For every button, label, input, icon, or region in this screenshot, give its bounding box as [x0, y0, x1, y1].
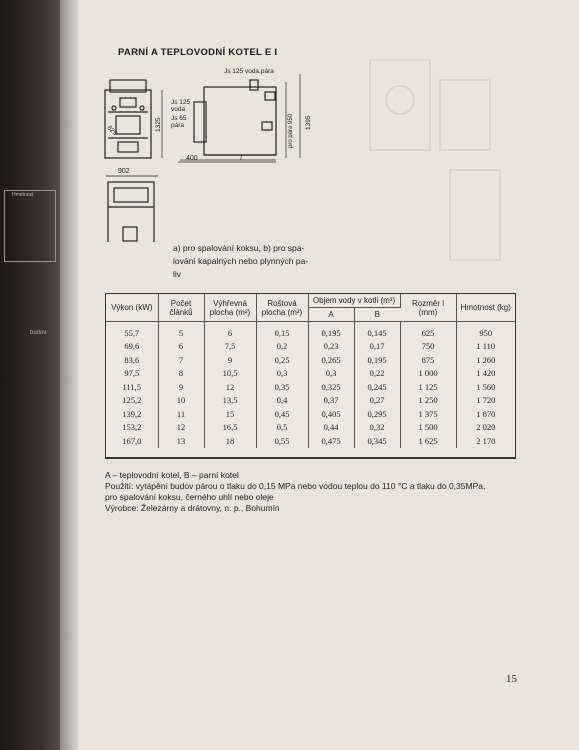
cell: 1 625 [400, 434, 456, 448]
top-view [105, 176, 158, 242]
cell: 1 000 [400, 367, 456, 381]
cell: 0,3 [256, 367, 308, 381]
cell: 0,15 [256, 322, 308, 340]
cell: 0,35 [256, 380, 308, 394]
cell: 2 170 [476, 435, 496, 446]
label-js65-para-b: pára [171, 122, 185, 129]
cell: 0,2 [256, 340, 308, 354]
dim-1325: 1325 [155, 117, 162, 132]
header-vyhrevna-plocha: Výhřevná plocha (m²) [204, 294, 256, 322]
previous-page-label: Hmotnost [12, 192, 34, 198]
cell: 1 720 [476, 395, 496, 406]
cell: 69,6 [106, 340, 158, 354]
label-js125-voda-a: Js 125 [171, 99, 191, 106]
dim-l: l [240, 154, 242, 162]
cell: 0,405 [308, 407, 354, 421]
previous-page-table-fragment [4, 190, 56, 262]
cell: 97,5 [106, 367, 158, 381]
cell: 1 125 [400, 380, 456, 394]
cell: 9 [158, 380, 204, 394]
cell: 10,5 [204, 367, 256, 381]
table-row [106, 407, 515, 421]
previous-page-edge [0, 140, 60, 340]
label-js65-para-a: Js 65 [171, 115, 187, 122]
cell: 12 [204, 380, 256, 394]
cell: 0,32 [354, 421, 400, 435]
cell: 1 260 [476, 354, 496, 365]
table-row [106, 340, 515, 354]
cell: 1 250 [400, 394, 456, 408]
drawing-caption [173, 242, 323, 281]
dim-902: 902 [118, 168, 130, 175]
cell: 0,325 [308, 380, 354, 394]
cell: 11 [158, 407, 204, 421]
note-pouziti: Použití: vytápění budov párou o tlaku do 0,15 MPa nebo vodou teplou do 110 °C a tlaku do 0,35MPa, [105, 481, 486, 491]
caption-line-1: a) pro spalování koksu, b) pro spa- [173, 243, 305, 253]
cell: 0,44 [308, 421, 354, 435]
note-pouziti-cont: pro spalování koksu, černého uhlí nebo oleje [105, 492, 274, 502]
page-number: 15 [506, 673, 517, 685]
table-row [106, 394, 515, 408]
bleed-through-drawing [340, 40, 510, 270]
dim-400: 400 [186, 155, 198, 162]
cell: 125,2 [106, 394, 158, 408]
cell: 7 [158, 353, 204, 367]
cell: 0,25 [256, 353, 308, 367]
cell: 5 [158, 322, 204, 340]
boiler-technical-drawing [100, 62, 330, 242]
cell: 625 [400, 322, 456, 340]
header-objem-vody: Objem vody v kotli (m³) [308, 294, 400, 308]
cell: 0,475 [308, 434, 354, 448]
table-row [106, 322, 515, 340]
cell: 8 [158, 367, 204, 381]
side-view [180, 80, 276, 160]
dim-950: pro pára 950 [288, 113, 294, 148]
cell: 9 [204, 353, 256, 367]
cell: 13 [158, 434, 204, 448]
table-row [106, 380, 515, 394]
cell: 18 [204, 434, 256, 448]
page-title: PARNÍ A TEPLOVODNÍ KOTEL E I [118, 47, 278, 58]
header-pocet-clanku: Počet článků [158, 294, 204, 322]
cell: 0,45 [256, 407, 308, 421]
header-vykon: Výkon (kW) [106, 294, 158, 322]
cell: 15 [204, 407, 256, 421]
cell: 1 870 [476, 408, 496, 419]
cell: 0,5 [256, 421, 308, 435]
cell: 111,5 [106, 380, 158, 394]
header-rostova-plocha: Roštová plocha (m²) [256, 294, 308, 322]
cell: 16,5 [204, 421, 256, 435]
cell: 1 500 [400, 421, 456, 435]
cell: 2 020 [476, 422, 496, 433]
cell: 1 560 [476, 381, 496, 392]
binding-spine-edge [60, 0, 78, 750]
cell: 0,4 [256, 394, 308, 408]
cell: 83,6 [106, 353, 158, 367]
cell: 1 420 [476, 368, 496, 379]
label-js125-voda-para: Js 125 voda,pára [224, 68, 274, 75]
table-row [106, 434, 515, 448]
cell: 0,195 [308, 322, 354, 340]
front-view [105, 80, 151, 158]
cell: 55,7 [106, 322, 158, 340]
cell: 0,345 [354, 434, 400, 448]
cell: 0,55 [256, 434, 308, 448]
dim-1395: 1395 [305, 115, 312, 130]
cell: 13,5 [204, 394, 256, 408]
cell: 0,23 [308, 340, 354, 354]
cell: 139,2 [106, 407, 158, 421]
cell: 0,3 [308, 367, 354, 381]
note-legend: A – teplovodní kotel, B – parní kotel [105, 470, 239, 480]
header-rozmer: Rozměr l (mm) [400, 294, 456, 322]
cell: 12 [158, 421, 204, 435]
table-row [106, 367, 515, 381]
notes-block [105, 470, 525, 514]
cell: 0,27 [354, 394, 400, 408]
cell: 6 [204, 322, 256, 340]
cell: 875 [400, 353, 456, 367]
cell: 0,195 [354, 353, 400, 367]
cell: 0,145 [354, 322, 400, 340]
specifications-table [105, 293, 516, 459]
cell: 10 [158, 394, 204, 408]
header-objem-b: B [354, 308, 400, 322]
header-hmotnost: Hmotnost (kg) [456, 294, 515, 322]
cell: 167,0 [106, 434, 158, 448]
note-vyrobce: Výrobce: Železárny a drátovny, n. p., Bohumín [105, 503, 280, 513]
table-row [106, 421, 515, 435]
table-row [106, 353, 515, 367]
cell: 0,265 [308, 353, 354, 367]
book-binding [0, 0, 78, 750]
cell: 0,22 [354, 367, 400, 381]
cell: 0,37 [308, 394, 354, 408]
cell: 950 [479, 327, 493, 338]
cell: 0,295 [354, 407, 400, 421]
dim-625: 625 [105, 124, 119, 138]
cell: 1 110 [476, 341, 496, 352]
cell: 0,17 [354, 340, 400, 354]
cell: 153,2 [106, 421, 158, 435]
header-objem-a: A [308, 308, 354, 322]
cell: 1 375 [400, 407, 456, 421]
label-js125-voda-b: voda [171, 106, 186, 113]
cell: 6 [158, 340, 204, 354]
caption-line-2: lování kapalných nebo plynných pa- [173, 256, 309, 266]
cell: 750 [400, 340, 456, 354]
cell: 0,245 [354, 380, 400, 394]
cell: 7,5 [204, 340, 256, 354]
caption-line-3: liv [173, 269, 182, 279]
previous-page-label-b: budov [30, 330, 47, 336]
